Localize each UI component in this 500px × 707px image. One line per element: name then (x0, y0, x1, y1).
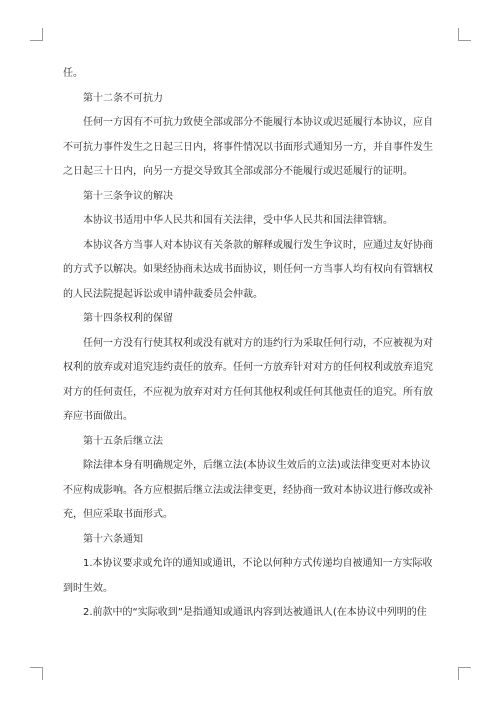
text-line: 不应构成影响。各方应根据后继立法或法律变更，经协商一致对本协议进行修改或补 (63, 484, 433, 496)
text-line: 1.本协议要求或允许的通知或通讯，不论以何种方式传递均自被通知一方实际收 (83, 558, 433, 569)
crop-mark-top-right (458, 28, 471, 41)
text-line: 弃应书面做出。 (63, 411, 133, 422)
text-line: 本协议各方当事人对本协议有关条款的解释或履行发生争议时，应通过友好协商 (83, 239, 433, 251)
text-line: 不可抗力事件发生之日起三日内，将事件情况以书面形式通知另一方，并自事件发生 (63, 141, 433, 153)
text-line: 的人民法院提起诉讼或申请仲裁委员会仲裁。 (63, 288, 263, 300)
text-line: 之日起三十日内，向另一方提交导致其全部或部分不能履行或迟延履行的证明。 (63, 166, 413, 177)
text-line: 除法律本身有明确规定外，后继立法(本协议生效后的立法)或法律变更对本协议 (83, 460, 431, 471)
text-line: 本协议书适用中华人民共和国有关法律，受中华人民共和国法律管辖。 (83, 215, 393, 226)
text-line: 任。 (63, 68, 83, 79)
section-heading: 第十二条不可抗力 (83, 92, 163, 104)
text-line: 2.前款中的“实际收到”是指通知或通讯内容到达被通讯人(在本协议中列明的住 (83, 607, 427, 618)
section-heading: 第十六条通知 (83, 533, 143, 545)
text-line: 任何一方因有不可抗力致使全部或部分不能履行本协议或迟延履行本协议，应自 (83, 117, 433, 128)
text-line: 充，但应采取书面形式。 (63, 509, 173, 520)
section-heading: 第十三条争议的解决 (83, 190, 173, 202)
crop-mark-bottom-left (30, 667, 43, 680)
text-line: 对方的任何责任，不应视为放弃对对方任何其他权利或任何其他责任的追究。所有放 (63, 386, 433, 398)
section-heading: 第十五条后继立法 (83, 435, 163, 447)
section-heading: 第十四条权利的保留 (83, 313, 173, 324)
text-line: 的方式予以解决。如果经协商未达成书面协议，则任何一方当事人均有权向有管辖权 (63, 264, 433, 275)
text-line: 权利的放弃或对追究违约责任的放弃。任何一方放弃针对对方的任何权利或放弃追究 (63, 362, 433, 373)
document-body (63, 62, 437, 626)
crop-mark-top-left (30, 28, 43, 41)
text-line: 任何一方没有行使其权利或没有就对方的违约行为采取任何行动，不应被视为对 (83, 337, 433, 349)
crop-mark-bottom-right (458, 667, 471, 680)
text-line: 到时生效。 (63, 582, 113, 594)
